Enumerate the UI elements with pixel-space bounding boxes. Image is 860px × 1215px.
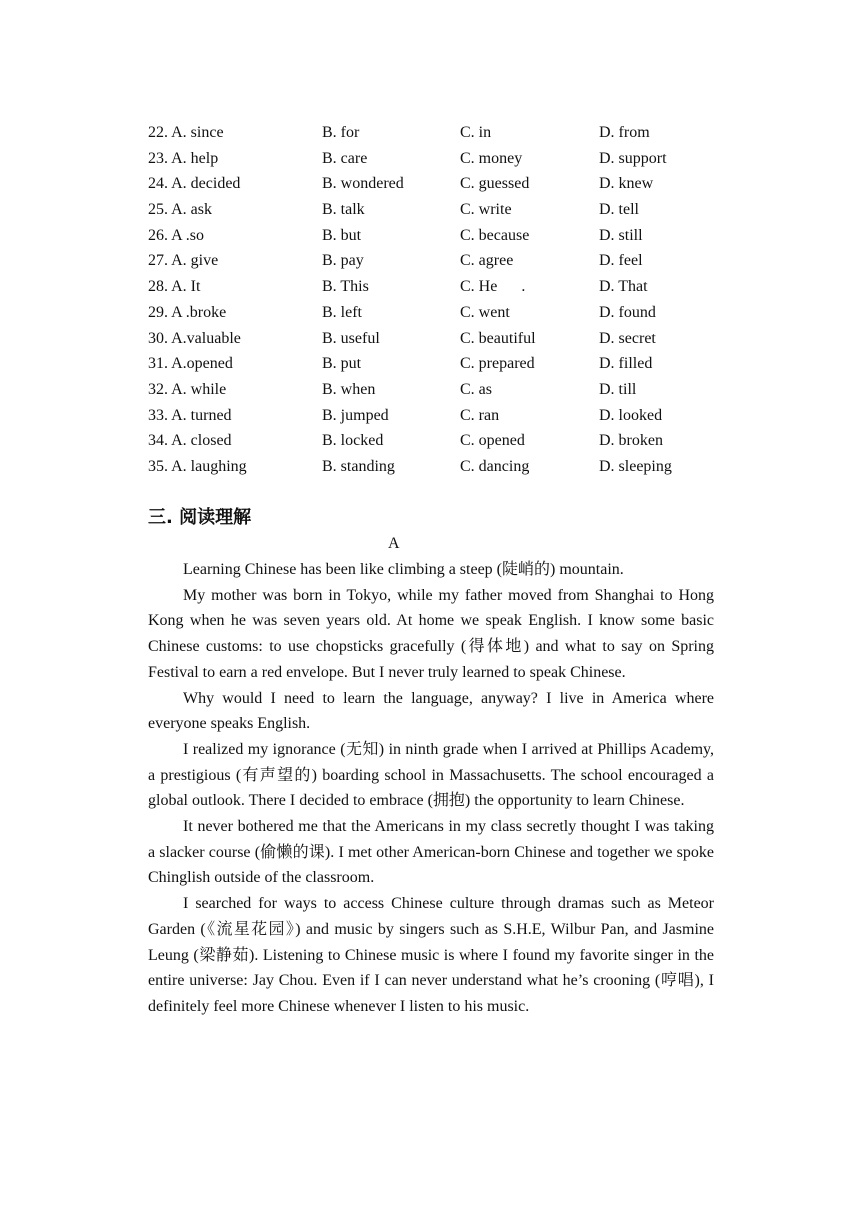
option-b: B. wondered — [322, 175, 404, 193]
question-row — [148, 428, 748, 454]
paragraph: I realized my ignorance (无知) in ninth grade when I arrived at Phillips Academy, a prestigious (有声望的) boarding school in Massachusetts. The school encouraged a global outlook. There I decided to embrace (拥抱) the opportunity to learn Chinese. — [148, 740, 714, 810]
option-b: B. care — [322, 149, 368, 167]
option-b: B. pay — [322, 252, 364, 270]
question-row — [148, 403, 748, 429]
question-row — [148, 146, 748, 172]
option-d: D. till — [599, 380, 637, 398]
option-b: B. This — [322, 278, 369, 296]
option-a: 23. A. help — [148, 149, 219, 167]
option-c: C. went — [460, 303, 510, 321]
option-c: C. as — [460, 380, 492, 398]
question-row — [148, 351, 748, 377]
option-c: C. dancing — [460, 457, 530, 475]
option-c: C. in — [460, 124, 492, 141]
option-a: 34. A. closed — [148, 432, 232, 450]
option-a: 28. A. It — [148, 278, 201, 296]
option-b: B. put — [322, 355, 362, 373]
paragraph: It never bothered me that the Americans in my class secretly thought I was taking a slacker course (偷懒的课). I met other American-born Chinese and together we spoke Chinglish outside of the classroom. — [148, 818, 714, 887]
option-c: C. He . — [460, 278, 526, 296]
option-d: D. from — [599, 124, 650, 141]
question-row — [148, 223, 748, 249]
option-b: B. locked — [322, 432, 384, 450]
option-b: B. standing — [322, 457, 395, 475]
option-d: D. secret — [599, 329, 656, 347]
option-c: C. ran — [460, 406, 500, 424]
option-d: D. still — [599, 226, 643, 244]
section-title: 三. 阅读理解 — [148, 507, 252, 528]
reading-passage — [148, 557, 714, 1020]
question-row — [148, 197, 748, 223]
option-b: B. talk — [322, 201, 365, 219]
option-c: C. money — [460, 149, 523, 167]
option-c: C. opened — [460, 432, 525, 450]
paragraph: Learning Chinese has been like climbing a steep (陡峭的) mountain. — [183, 561, 624, 578]
option-a: 32. A. while — [148, 380, 227, 398]
option-a: 35. A. laughing — [148, 457, 247, 475]
option-b: B. useful — [322, 329, 380, 347]
option-b: B. but — [322, 226, 362, 244]
question-row — [148, 326, 748, 352]
option-a: 31. A.opened — [148, 355, 233, 373]
option-b: B. left — [322, 303, 362, 321]
option-b: B. when — [322, 380, 376, 398]
option-c: C. guessed — [460, 175, 530, 193]
option-a: 33. A. turned — [148, 406, 232, 424]
question-row — [148, 454, 748, 480]
option-b: B. jumped — [322, 406, 389, 424]
option-d: D. broken — [599, 432, 663, 450]
paragraph: My mother was born in Tokyo, while my father moved from Shanghai to Hong Kong when he was seven years old. At home we speak English. I know some basic Chinese customs: to use chopsticks gracefully (得体地) and what to say on Spring Festival to earn a red envelope. But I never truly learned to speak Chinese. — [148, 586, 714, 681]
option-a: 27. A. give — [148, 252, 219, 270]
option-b: B. for — [322, 124, 360, 141]
question-row — [148, 248, 748, 274]
option-a: 29. A .broke — [148, 303, 227, 321]
option-a: 30. A.valuable — [148, 329, 241, 347]
option-d: D. That — [599, 278, 648, 296]
question-row — [148, 120, 748, 146]
question-row — [148, 300, 748, 326]
option-d: D. looked — [599, 406, 663, 424]
option-d: D. sleeping — [599, 457, 672, 475]
paragraph: Why would I need to learn the language, anyway? I live in America where everyone speaks English. — [148, 689, 714, 733]
option-d: D. tell — [599, 201, 639, 219]
option-d: D. feel — [599, 252, 643, 270]
option-c: C. prepared — [460, 355, 535, 373]
option-d: D. filled — [599, 355, 653, 373]
option-c: C. beautiful — [460, 329, 536, 347]
option-c: C. agree — [460, 252, 514, 270]
option-c: C. write — [460, 201, 512, 219]
option-a: 22. A. since — [148, 124, 224, 141]
question-row — [148, 171, 748, 197]
option-a: 26. A .so — [148, 226, 205, 244]
option-d: D. support — [599, 149, 667, 167]
multiple-choice-options — [148, 120, 748, 480]
question-row — [148, 377, 748, 403]
passage-label: A — [388, 535, 400, 552]
paragraph: I searched for ways to access Chinese culture through dramas such as Meteor Garden (《流星花园》) and music by singers such as S.H.E, Wilbur Pan, and Jasmine Leung (梁静茹). Listening to Chinese music is where I found my favorite singer in the entire universe: Jay Chou. Even if I can never understand what he’s crooning (哼唱), I definitely feel more Chinese whenever I listen to his music. — [148, 895, 714, 1015]
option-c: C. because — [460, 226, 530, 244]
option-a: 24. A. decided — [148, 175, 241, 193]
option-a: 25. A. ask — [148, 201, 212, 219]
question-row — [148, 274, 748, 300]
option-d: D. found — [599, 303, 656, 321]
option-d: D. knew — [599, 175, 654, 193]
